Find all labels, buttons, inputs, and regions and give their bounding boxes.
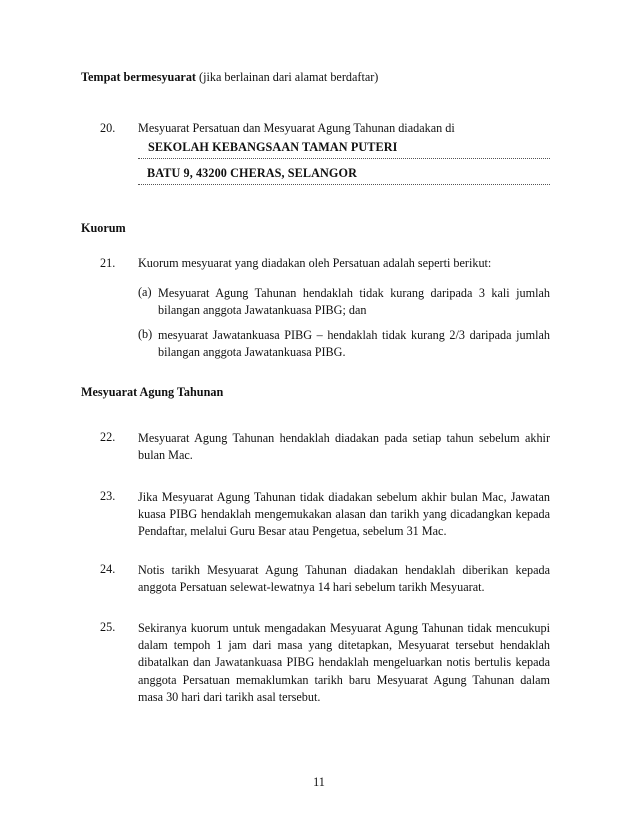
clause-number: 25.: [100, 620, 116, 634]
clause-text: Mesyuarat Agung Tahunan hendaklah diadakan pada setiap tahun sebelum akhir bulan Mac.: [138, 431, 550, 463]
address-line: [138, 138, 550, 159]
clause-text: Notis tarikh Mesyuarat Agung Tahunan diadakan hendaklah diberikan kepada anggota Persatuan selewat-lewatnya 14 hari sebelum tarikh Mesyuarat.: [138, 563, 550, 595]
clause-number: 20.: [100, 121, 116, 135]
venue-heading: [81, 70, 378, 85]
clause-number: 23.: [100, 489, 116, 503]
clause-text: Jika Mesyuarat Agung Tahunan tidak diadakan sebelum akhir bulan Mac, Jawatan kuasa PIBG hendaklah mengemukakan alasan dan tarikh yang dicadangkan kepada Pendaftar, melalui Guru Besar atau Pengetua, sebelum 31 Mac.: [138, 490, 550, 539]
address-line: [138, 164, 550, 185]
list-item-marker: (a): [138, 285, 152, 299]
agm-heading: Mesyuarat Agung Tahunan: [81, 385, 224, 399]
clause-text: Sekiranya kuorum untuk mengadakan Mesyuarat Agung Tahunan tidak mencukupi dalam tempoh 1 jam dari masa yang ditetapkan, Mesyuarat tersebut hendaklah dibatalkan dan Jawatankuasa PIBG hendaklah mengeluarkan notis bertulis kepada anggota Persatuan memaklumkan tarikh baru Mesyuarat Agung Tahunan dalam masa 30 hari dari tarikh asal tersebut.: [138, 621, 550, 704]
clause-number: 21.: [100, 256, 116, 270]
clause-text: Mesyuarat Persatuan dan Mesyuarat Agung Tahunan diadakan di: [138, 121, 455, 135]
venue-heading-note: (jika berlainan dari alamat berdaftar): [199, 70, 379, 84]
quorum-heading: Kuorum: [81, 221, 126, 235]
address-line-1: SEKOLAH KEBANGSAAN TAMAN PUTERI: [148, 140, 398, 154]
page-number: 11: [313, 775, 325, 789]
list-item-marker: (b): [138, 327, 153, 341]
clause-number: 22.: [100, 430, 116, 444]
venue-heading-bold: Tempat bermesyuarat: [81, 70, 196, 84]
address-line-2: BATU 9, 43200 CHERAS, SELANGOR: [147, 166, 357, 180]
clause-text: Kuorum mesyuarat yang diadakan oleh Persatuan adalah seperti berikut:: [138, 256, 492, 270]
clause-number: 24.: [100, 562, 116, 576]
list-item: mesyuarat Jawatankuasa PIBG – hendaklah tidak kurang 2/3 daripada jumlah bilangan anggota Jawatankuasa PIBG.: [158, 328, 550, 360]
list-item: Mesyuarat Agung Tahunan hendaklah tidak kurang daripada 3 kali jumlah bilangan anggota Jawatankuasa PIBG; dan: [158, 286, 550, 318]
